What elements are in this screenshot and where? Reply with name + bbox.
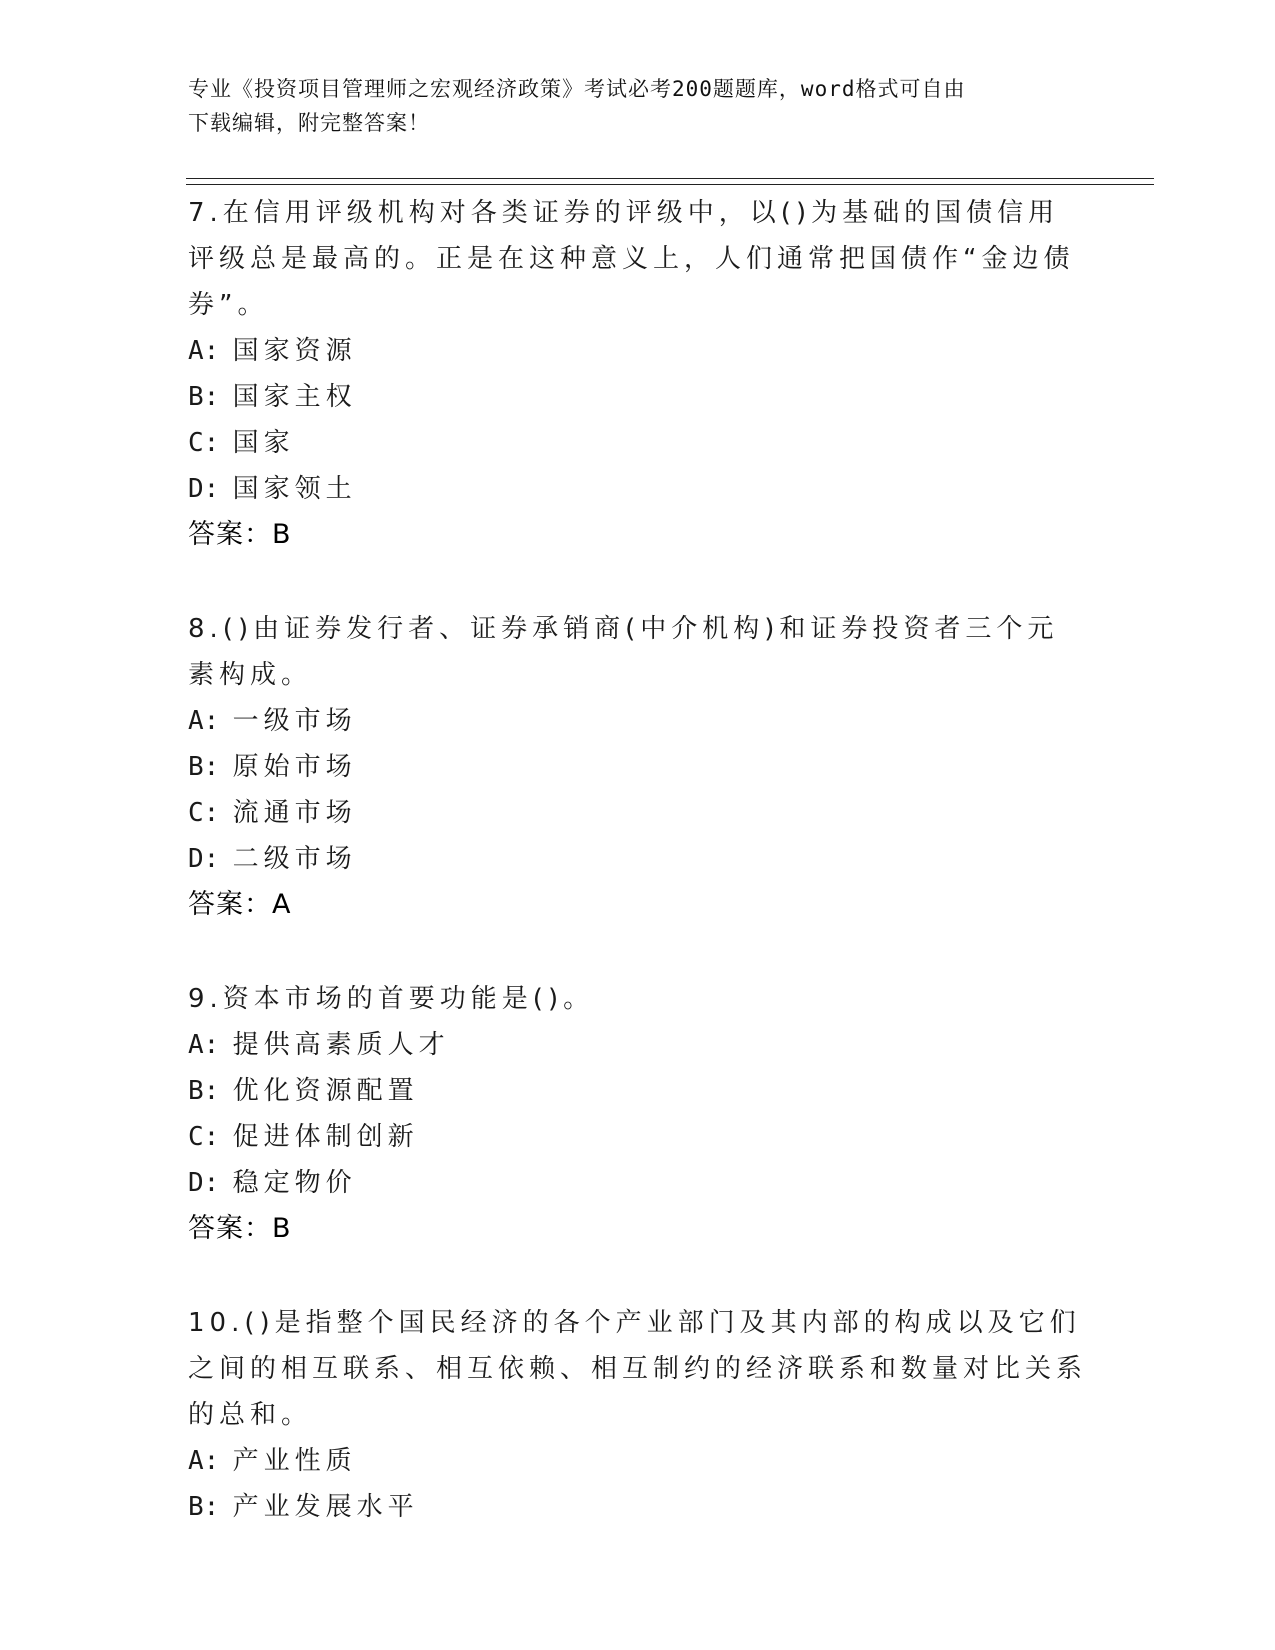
question-stem: 9.资本市场的首要功能是()。 xyxy=(188,984,595,1014)
option-c: C: 国家 xyxy=(188,428,295,458)
answer-line: 答案：A xyxy=(188,889,292,920)
option-d: D: 稳定物价 xyxy=(188,1168,357,1198)
header-line-2: 下载编辑，附完整答案！ xyxy=(188,111,430,135)
question-7 xyxy=(188,190,1088,558)
question-10 xyxy=(188,1300,1088,1530)
header-divider-bottom xyxy=(186,184,1154,185)
question-stem: 8.()由证券发行者、证券承销商(中介机构)和证券投资者三个元素构成。 xyxy=(188,614,1059,690)
option-d: D: 国家领土 xyxy=(188,474,357,504)
option-c: C: 促进体制创新 xyxy=(188,1122,419,1152)
option-b: B: 优化资源配置 xyxy=(188,1076,419,1106)
option-b: B: 国家主权 xyxy=(188,382,357,412)
question-stem: 10.()是指整个国民经济的各个产业部门及其内部的构成以及它们之间的相互联系、相互依赖、相互制约的经济联系和数量对比关系的总和。 xyxy=(188,1308,1088,1430)
question-stem: 7.在信用评级机构对各类证券的评级中，以()为基础的国债信用评级总是最高的。正是在这种意义上，人们通常把国债作“金边债券”。 xyxy=(188,198,1075,320)
header-line-1: 专业《投资项目管理师之宏观经济政策》考试必考200题题库，word格式可自由 xyxy=(188,77,966,101)
option-a: A: 提供高素质人才 xyxy=(188,1030,450,1060)
option-c: C: 流通市场 xyxy=(188,798,357,828)
answer-line: 答案：B xyxy=(188,1213,292,1244)
document-header xyxy=(188,72,1068,140)
option-b: B: 原始市场 xyxy=(188,752,357,782)
answer-line: 答案：B xyxy=(188,519,292,550)
option-d: D: 二级市场 xyxy=(188,844,357,874)
header-divider-top xyxy=(186,178,1154,179)
question-8 xyxy=(188,606,1088,928)
option-b: B: 产业发展水平 xyxy=(188,1492,419,1522)
question-9 xyxy=(188,976,1088,1252)
question-list xyxy=(188,190,1088,1578)
option-a: A: 一级市场 xyxy=(188,706,357,736)
option-a: A: 产业性质 xyxy=(188,1446,357,1476)
option-a: A: 国家资源 xyxy=(188,336,357,366)
